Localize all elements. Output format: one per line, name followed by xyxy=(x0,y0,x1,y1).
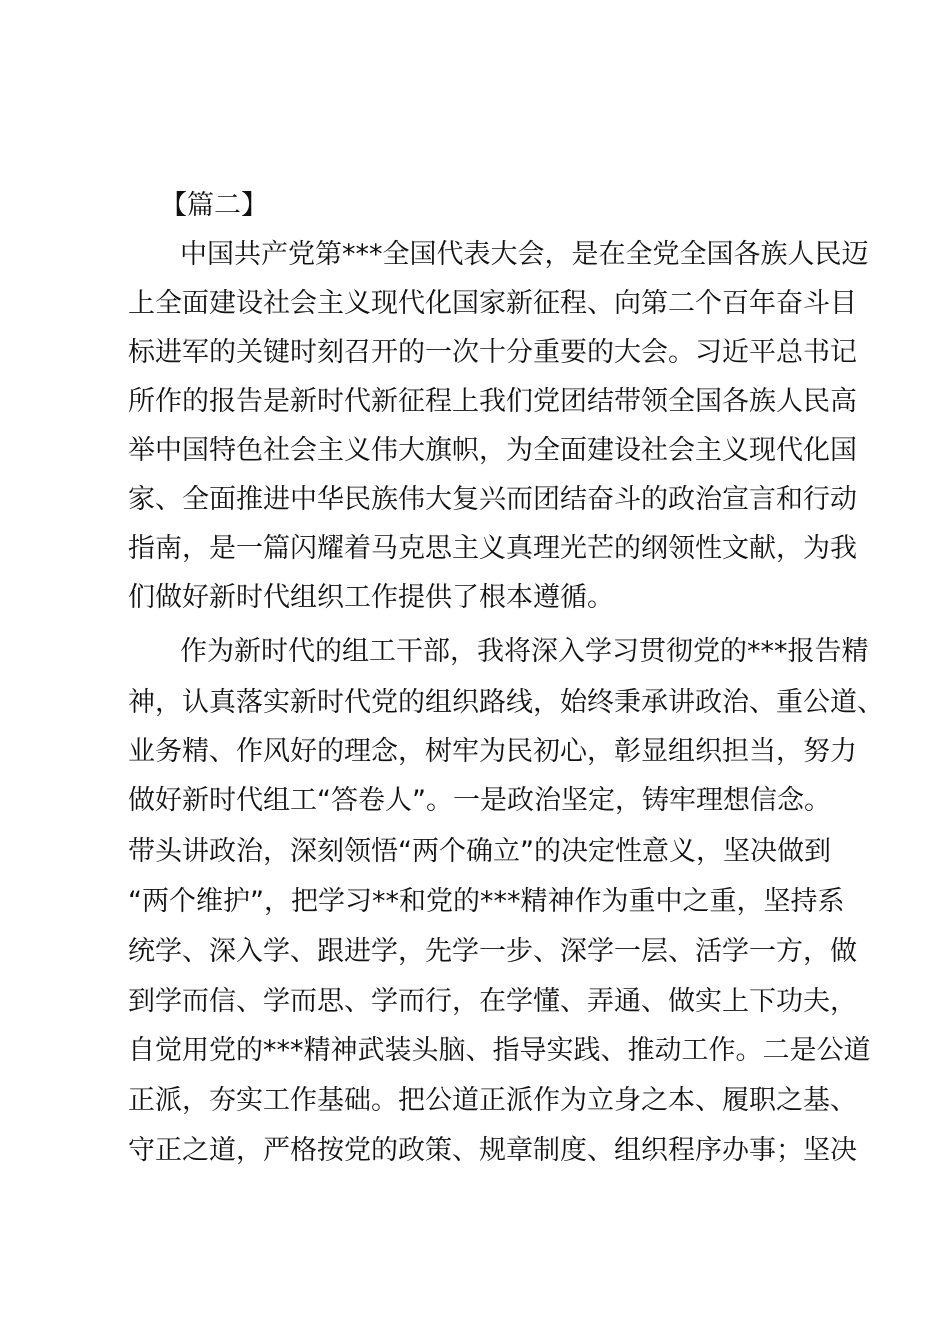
text-line: 们做好新时代组织工作提供了根本遵循。 xyxy=(128,582,614,613)
text-line: 带头讲政治，深刻领悟“两个确立”的决定性意义，坚决做到 xyxy=(128,836,831,867)
text-line: 举中国特色社会主义伟大旗帜，为全面建设社会主义现代化国 xyxy=(128,435,857,466)
text-line: 中国共产党第***全国代表大会，是在全党全国各族人民迈 xyxy=(180,239,869,270)
text-line: “两个维护”，把学习**和党的***精神作为重中之重，坚持系 xyxy=(128,886,845,917)
text-line: 做好新时代组工“答卷人”。一是政治坚定，铸牢理想信念。 xyxy=(128,785,831,816)
text-line: 到学而信、学而思、学而行，在学懂、弄通、做实上下功夫， xyxy=(128,986,857,1017)
text-line: 家、全面推进中华民族伟大复兴而团结奋斗的政治宣言和行动 xyxy=(128,484,857,515)
text-line: 作为新时代的组工干部，我将深入学习贯彻党的***报告精 xyxy=(180,636,869,667)
text-line: 神，认真落实新时代党的组织路线，始终秉承讲政治、重公道、 xyxy=(128,687,884,718)
text-line: 业务精、作风好的理念，树牢为民初心，彰显组织担当，努力 xyxy=(128,736,857,767)
text-line: 标进军的关键时刻召开的一次十分重要的大会。习近平总书记 xyxy=(128,337,857,368)
text-line: 上全面建设社会主义现代化国家新征程、向第二个百年奋斗目 xyxy=(128,288,857,319)
text-line: 指南，是一篇闪耀着马克思主义真理光芒的纲领性文献，为我 xyxy=(128,533,857,564)
text-line: 守正之道，严格按党的政策、规章制度、组织程序办事；坚决 xyxy=(128,1135,857,1166)
text-line: 自觉用党的***精神武装头脑、指导实践、推动工作。二是公道 xyxy=(128,1035,871,1066)
text-line: 统学、深入学、跟进学，先学一步、深学一层、活学一方，做 xyxy=(128,936,857,967)
section-title: 【篇二】 xyxy=(160,190,268,221)
text-line: 所作的报告是新时代新征程上我们党团结带领全国各族人民高 xyxy=(128,386,857,417)
text-line: 正派，夯实工作基础。把公道正派作为立身之本、履职之基、 xyxy=(128,1085,857,1116)
